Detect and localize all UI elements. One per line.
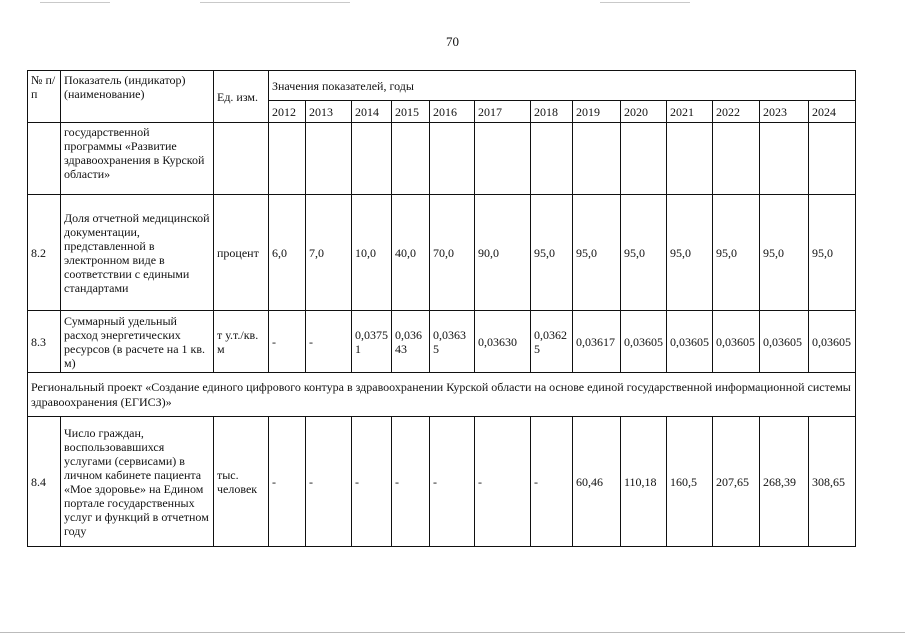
row-value: 10,0	[352, 195, 392, 311]
row-value	[475, 123, 531, 195]
row-value: 90,0	[475, 195, 531, 311]
row-value: 0,03617	[573, 311, 621, 373]
header-year: 2019	[573, 101, 621, 123]
table-row	[28, 195, 856, 311]
row-value	[573, 123, 621, 195]
row-value: -	[430, 417, 475, 547]
table-row	[28, 311, 856, 373]
header-year: 2016	[430, 101, 475, 123]
row-value: 40,0	[392, 195, 430, 311]
row-value: 0,03643	[392, 311, 430, 373]
row-value: -	[306, 311, 352, 373]
row-value: 95,0	[809, 195, 856, 311]
row-value: -	[475, 417, 531, 547]
row-value: 0,03751	[352, 311, 392, 373]
row-number: 8.2	[28, 195, 61, 311]
row-value	[667, 123, 713, 195]
row-number: 8.4	[28, 417, 61, 547]
header-year: 2024	[809, 101, 856, 123]
header-year: 2017	[475, 101, 531, 123]
row-value	[430, 123, 475, 195]
row-value	[621, 123, 667, 195]
row-number	[28, 123, 61, 195]
row-value: 60,46	[573, 417, 621, 547]
row-value: 7,0	[306, 195, 352, 311]
row-value	[760, 123, 809, 195]
row-value	[392, 123, 430, 195]
header-year: 2012	[269, 101, 306, 123]
row-value: 95,0	[713, 195, 760, 311]
row-indicator: Суммарный удельный расход энергетических ресурсов (в расчете на 1 кв. м)	[61, 311, 214, 373]
header-row-1	[28, 71, 856, 101]
header-values: Значения показателей, годы	[269, 71, 856, 101]
row-value: -	[269, 311, 306, 373]
row-value: -	[392, 417, 430, 547]
row-value: 110,18	[621, 417, 667, 547]
row-value: 95,0	[573, 195, 621, 311]
header-year: 2022	[713, 101, 760, 123]
row-value: 207,65	[713, 417, 760, 547]
row-value: 95,0	[667, 195, 713, 311]
row-number: 8.3	[28, 311, 61, 373]
row-indicator: государственной программы «Развитие здравоохранения в Курской области»	[61, 123, 214, 195]
row-value: 0,03605	[809, 311, 856, 373]
row-value	[809, 123, 856, 195]
region-title: Региональный проект «Создание единого цифрового контура в здравоохранении Курской области на основе единой государственной информационной системы здравоохранения (ЕГИСЗ)»	[28, 373, 856, 417]
row-value: 0,03605	[760, 311, 809, 373]
row-value: 0,03605	[621, 311, 667, 373]
row-value: 95,0	[760, 195, 809, 311]
row-unit: тыс. человек	[214, 417, 269, 547]
header-year: 2020	[621, 101, 667, 123]
header-year: 2021	[667, 101, 713, 123]
row-value	[531, 123, 573, 195]
region-row	[28, 373, 856, 417]
row-indicator: Число граждан, воспользовавшихся услугами (сервисами) в личном кабинете пациента «Мое здоровье» на Едином портале государственных услуг и функций в отчетном году	[61, 417, 214, 547]
row-value: 0,03625	[531, 311, 573, 373]
indicator-table	[27, 70, 856, 547]
row-value: 0,03630	[475, 311, 531, 373]
header-year: 2018	[531, 101, 573, 123]
row-value: 268,39	[760, 417, 809, 547]
row-value: -	[352, 417, 392, 547]
header-year: 2023	[760, 101, 809, 123]
row-value: 95,0	[531, 195, 573, 311]
row-unit	[214, 123, 269, 195]
header-indicator: Показатель (индикатор) (наименование)	[61, 71, 214, 123]
row-value	[306, 123, 352, 195]
row-value	[269, 123, 306, 195]
scan-artifact-bottom	[0, 632, 905, 639]
header-year: 2015	[392, 101, 430, 123]
row-value: 0,03605	[667, 311, 713, 373]
row-unit: т у.т./кв. м	[214, 311, 269, 373]
row-unit: процент	[214, 195, 269, 311]
table-row	[28, 417, 856, 547]
row-value: 0,03605	[713, 311, 760, 373]
header-num: № п/п	[28, 71, 61, 123]
row-indicator: Доля отчетной медицинской документации, представленной в электронном виде в соответствии с едиными стандартами	[61, 195, 214, 311]
scan-artifact-top	[0, 0, 905, 10]
row-value: -	[531, 417, 573, 547]
page-number: 70	[446, 34, 459, 49]
row-value	[713, 123, 760, 195]
header-year: 2014	[352, 101, 392, 123]
row-value: 6,0	[269, 195, 306, 311]
row-value: -	[269, 417, 306, 547]
row-value: 0,03635	[430, 311, 475, 373]
row-value: 95,0	[621, 195, 667, 311]
row-value: -	[306, 417, 352, 547]
header-year: 2013	[306, 101, 352, 123]
row-value: 70,0	[430, 195, 475, 311]
row-value: 160,5	[667, 417, 713, 547]
row-value	[352, 123, 392, 195]
row-value: 308,65	[809, 417, 856, 547]
table-row	[28, 123, 856, 195]
header-unit: Ед. изм.	[214, 71, 269, 123]
